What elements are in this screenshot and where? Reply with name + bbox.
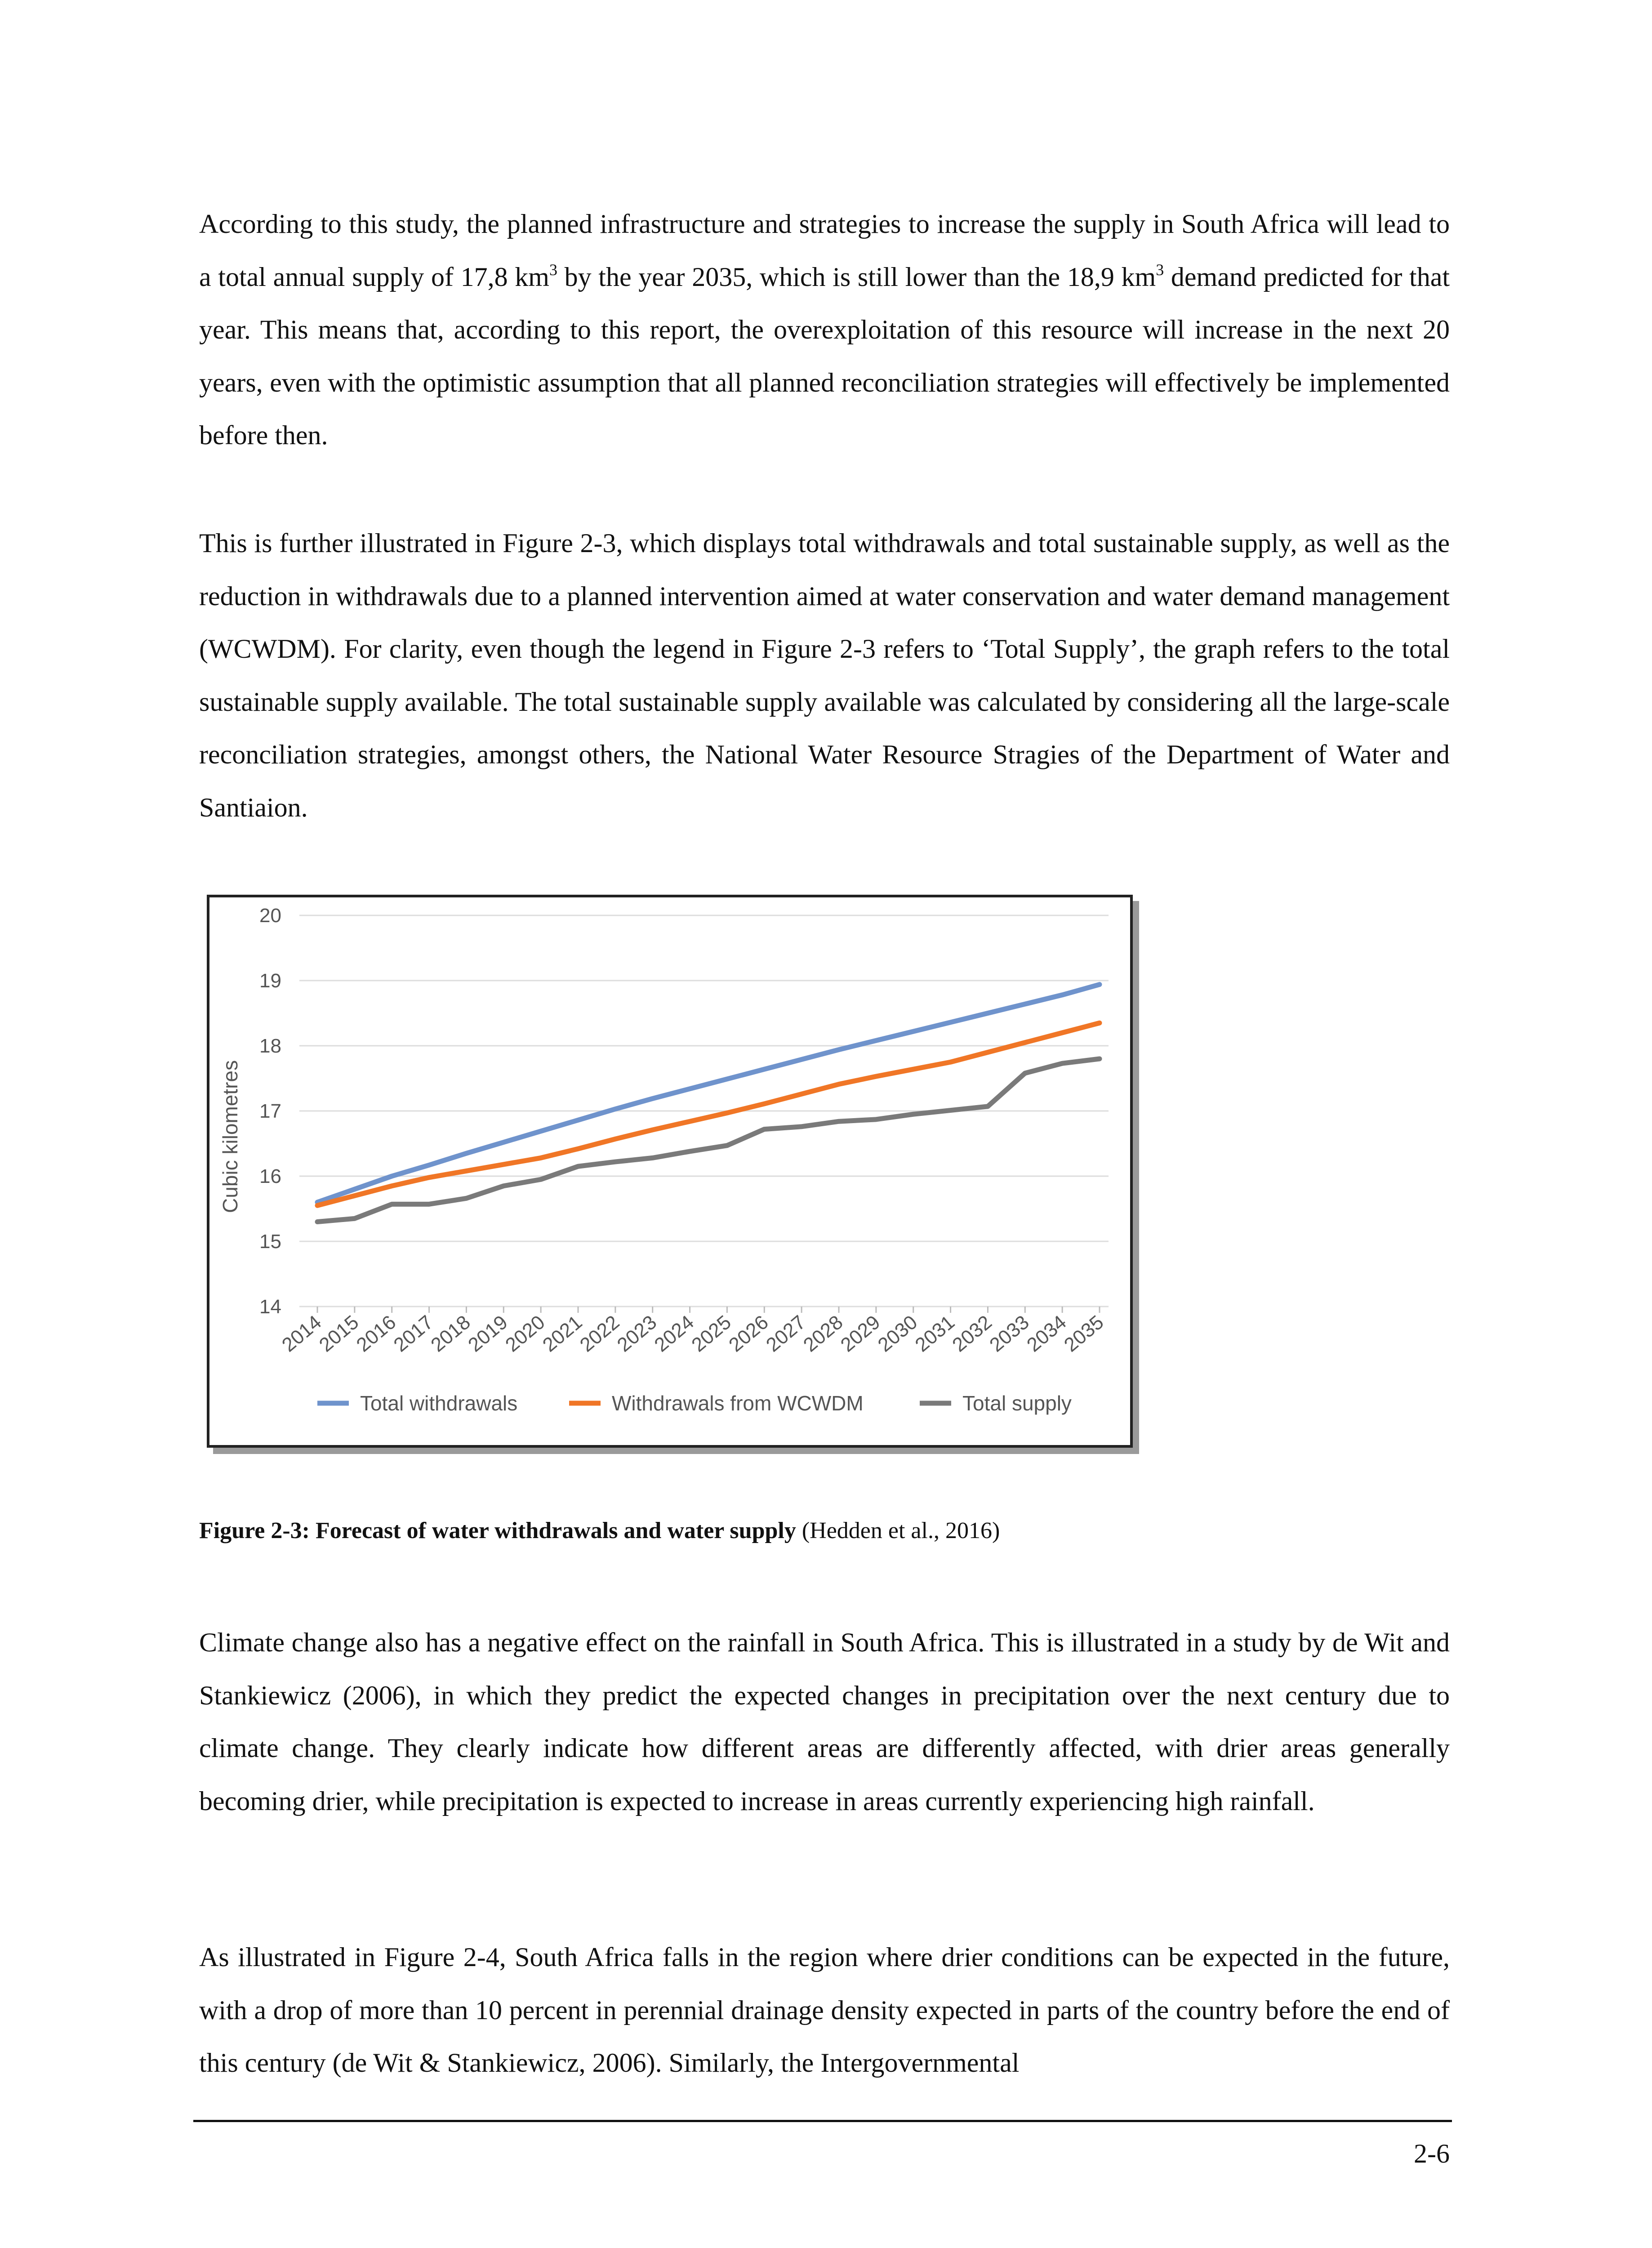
x-tick-label: 2014 bbox=[277, 1311, 326, 1356]
x-tick-label: 2028 bbox=[799, 1311, 847, 1356]
legend-label: Total supply bbox=[962, 1392, 1072, 1415]
y-tick-label: 15 bbox=[259, 1231, 281, 1253]
caption-title: Figure 2-3: Forecast of water withdrawals and water supply bbox=[199, 1518, 796, 1543]
x-tick-label: 2030 bbox=[873, 1311, 922, 1356]
line-chart bbox=[209, 897, 1130, 1445]
x-tick-label: 2031 bbox=[911, 1311, 959, 1356]
x-tick-label: 2035 bbox=[1060, 1311, 1108, 1356]
legend-label: Withdrawals from WCWDM bbox=[612, 1392, 864, 1415]
x-tick-label: 2016 bbox=[352, 1311, 401, 1356]
x-tick-label: 2034 bbox=[1023, 1311, 1071, 1356]
y-axis-title: Cubic kilometres bbox=[218, 1060, 242, 1213]
series-line bbox=[317, 985, 1100, 1202]
legend-label: Total withdrawals bbox=[360, 1392, 518, 1415]
x-tick-label: 2020 bbox=[501, 1311, 549, 1356]
x-tick-label: 2026 bbox=[725, 1311, 773, 1356]
y-tick-label: 18 bbox=[259, 1035, 281, 1057]
y-tick-label: 16 bbox=[259, 1165, 281, 1187]
paragraph-climate-change: Climate change also has a negative effect on the rainfall in South Africa. This is illustrated in a study by de Wit and Stankiewicz (2006), in which they predict the expected changes in precipitation over the next century due to climate change. They clearly indicate how different areas are differently affected, with drier areas generally becoming drier, while precipitation is expected to increase in areas currently experiencing high rainfall. bbox=[199, 1628, 1450, 1816]
x-tick-label: 2029 bbox=[836, 1311, 885, 1356]
paragraph-figure-explanation: This is further illustrated in Figure 2-3, which displays total withdrawals and total sustainable supply, as well as the reduction in withdrawals due to a planned intervention aimed at water conservation and water demand management (WCWDM). For clarity, even though the legend in Figure 2-3 refers to ‘Total Supply’, the graph refers to the total sustainable supply available. The total sustainable supply available was calculated by considering all the large-scale reconciliation strategies, amongst others, the National Water Resource Stragies of the Department of Water and Santiaion. bbox=[199, 528, 1450, 822]
chart-gridlines bbox=[299, 915, 1109, 1307]
paragraph-supply-forecast: According to this study, the planned infrastructure and strategies to increase the supply in South Africa will lead to a total annual supply of 17,8 $km^3$ by the year 2035, which is still lower than the 18,9 $km^3$ demand predicted for that year. This means that, according to this report, the overexploitation of this resource will increase in the next 20 years, even with the optimistic assumption that all planned reconciliation strategies will effectively be implemented before then. bbox=[199, 209, 1450, 450]
page-number: 2-6 bbox=[1414, 2139, 1450, 2168]
footer-divider bbox=[193, 2120, 1452, 2122]
x-tick-label: 2022 bbox=[575, 1311, 624, 1356]
caption-citation: (Hedden et al., 2016) bbox=[796, 1518, 1000, 1543]
chart-legend bbox=[317, 1392, 1072, 1415]
y-tick-label: 14 bbox=[259, 1296, 281, 1318]
y-tick-label: 20 bbox=[259, 905, 281, 927]
x-tick-label: 2018 bbox=[427, 1311, 475, 1356]
y-tick-label: 19 bbox=[259, 970, 281, 992]
x-tick-label: 2032 bbox=[948, 1311, 996, 1356]
x-tick-label: 2024 bbox=[650, 1311, 698, 1356]
x-tick-label: 2025 bbox=[687, 1311, 735, 1356]
x-tick-label: 2021 bbox=[538, 1311, 587, 1356]
series-line bbox=[317, 1023, 1100, 1205]
x-tick-label: 2023 bbox=[613, 1311, 661, 1356]
chart-series bbox=[317, 985, 1100, 1222]
x-tick-label: 2027 bbox=[762, 1311, 810, 1356]
x-axis-ticks bbox=[278, 1307, 1108, 1356]
figure-2-3-chart bbox=[207, 895, 1133, 1448]
y-tick-label: 17 bbox=[259, 1100, 281, 1122]
y-axis-ticks bbox=[259, 905, 281, 1318]
x-tick-label: 2015 bbox=[315, 1311, 363, 1356]
figure-caption bbox=[199, 1515, 1450, 1547]
x-tick-label: 2033 bbox=[985, 1311, 1033, 1356]
x-tick-label: 2019 bbox=[464, 1311, 512, 1356]
paragraph-drier-conditions: As illustrated in Figure 2-4, South Africa falls in the region where drier conditions can be expected in the future, with a drop of more than 10 percent in perennial drainage density expected in parts of the country before the end of this century (de Wit & Stankiewicz, 2006). Similarly, the Intergovernmental bbox=[199, 1942, 1450, 2078]
x-tick-label: 2017 bbox=[389, 1311, 437, 1356]
